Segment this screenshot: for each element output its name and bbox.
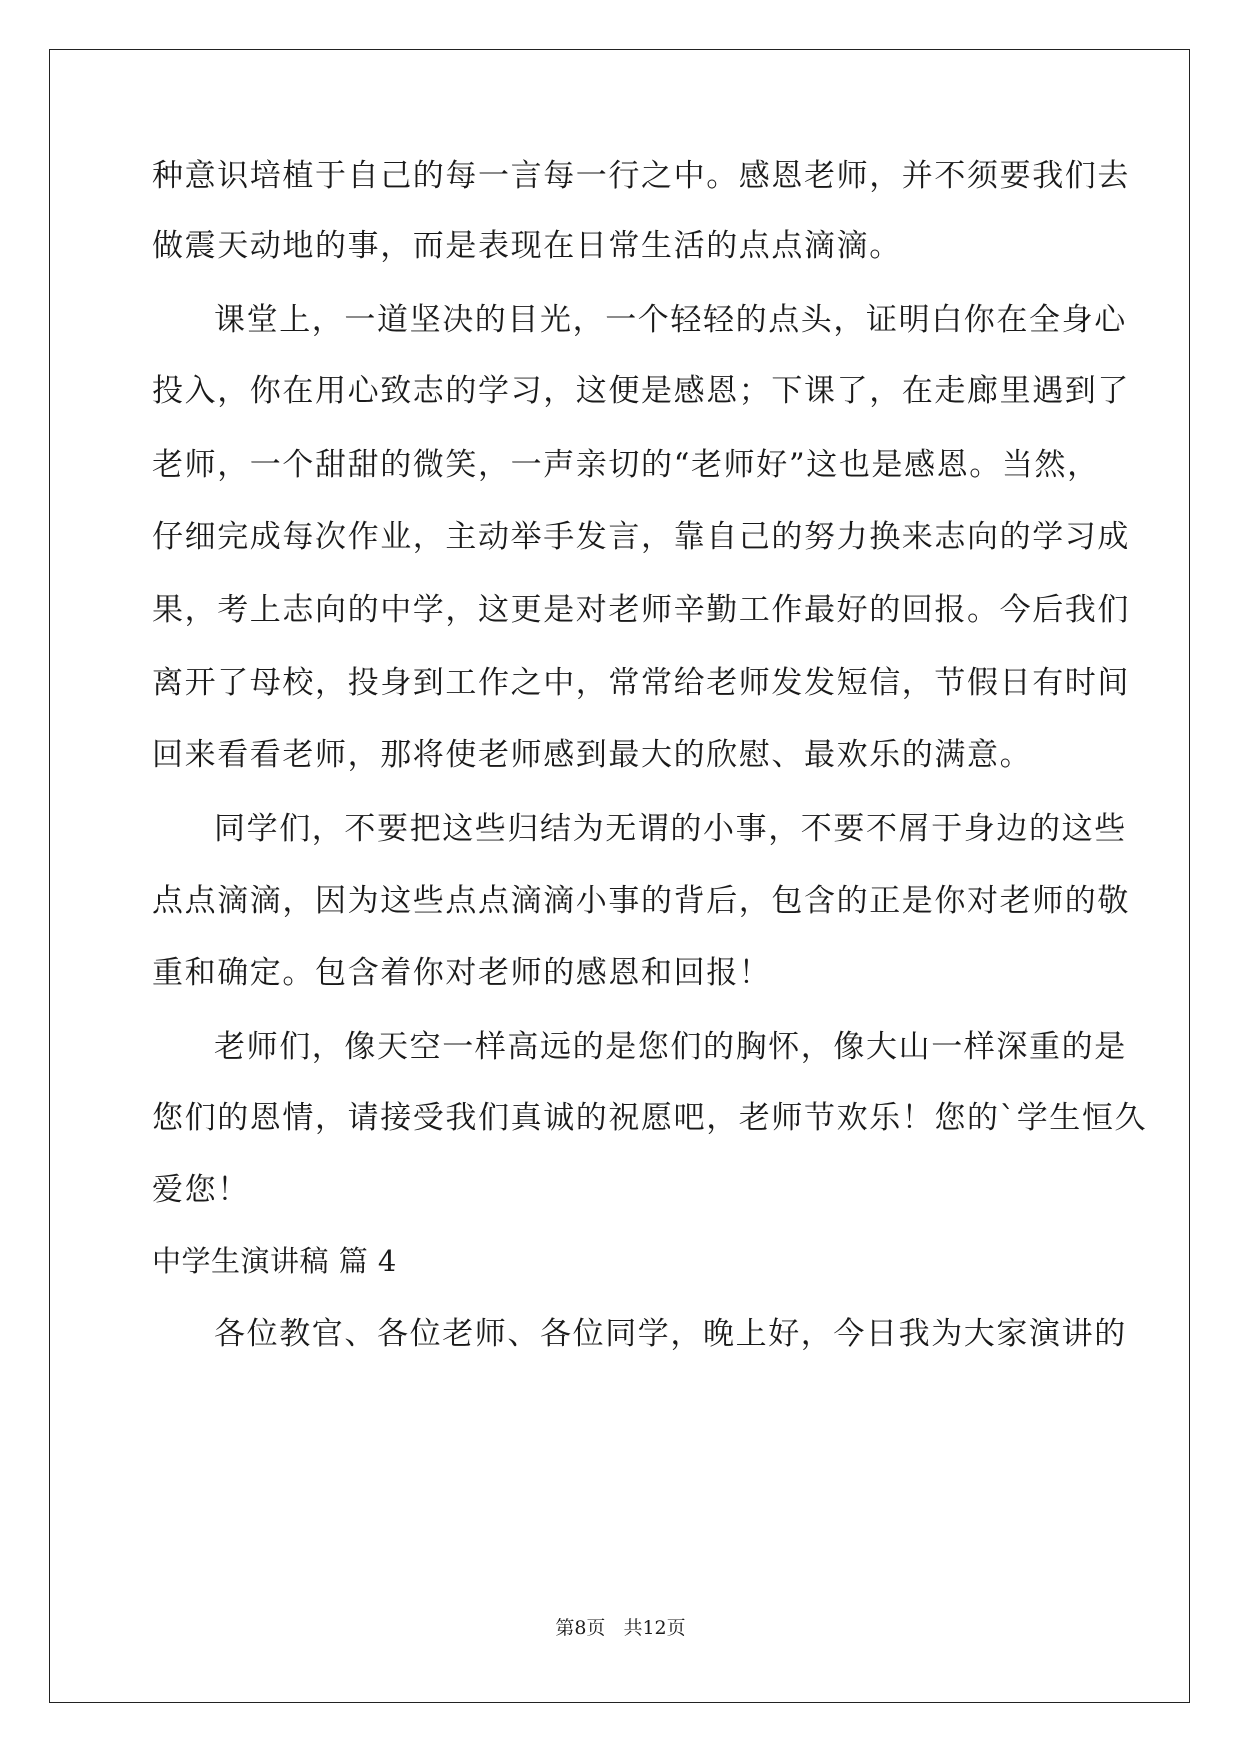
paragraph-start-line: 各位教官、各位老师、各位同学，晚上好，今日我为大家演讲的: [214, 1316, 1127, 1352]
text-line: 离开了母校，投身到工作之中，常常给老师发发短信，节假日有时间: [152, 665, 1130, 701]
paragraph-start-line: 老师们，像天空一样高远的是您们的胸怀，像大山一样深重的是: [214, 1029, 1127, 1065]
text-line: 点点滴滴，因为这些点点滴滴小事的背后，包含的正是你对老师的敬: [152, 883, 1130, 919]
text-line: 爱您！: [152, 1172, 250, 1208]
paragraph-start-line: 同学们，不要把这些归结为无谓的小事，不要不屑于身边的这些: [214, 811, 1127, 847]
text-line: 您们的恩情，请接受我们真诚的祝愿吧，老师节欢乐！您的`学生恒久: [152, 1100, 1148, 1136]
text-line: 投入，你在用心致志的学习，这便是感恩；下课了，在走廊里遇到了: [152, 373, 1130, 409]
text-line: 老师，一个甜甜的微笑，一声亲切的“老师好”这也是感恩。当然，: [152, 447, 1100, 483]
text-line: 回来看看老师，那将使老师感到最大的欣慰、最欢乐的满意。: [152, 737, 1033, 773]
paragraph-start-line: 课堂上，一道坚决的目光，一个轻轻的点头，证明白你在全身心: [214, 302, 1127, 338]
text-line: 种意识培植于自己的每一言每一行之中。感恩老师，并不须要我们去: [152, 158, 1130, 194]
text-line: 做震天动地的事，而是表现在日常生活的点点滴滴。: [152, 228, 902, 264]
page-number: 第8页: [555, 1617, 606, 1639]
section-heading: 中学生演讲稿 篇 4: [152, 1244, 397, 1278]
text-line: 果，考上志向的中学，这更是对老师辛勤工作最好的回报。今后我们: [152, 592, 1130, 628]
text-line: 重和确定。包含着你对老师的感恩和回报！: [152, 955, 772, 991]
page-footer: [0, 1616, 1241, 1640]
page-border: [49, 49, 1190, 1703]
text-line: 仔细完成每次作业，主动举手发言，靠自己的努力换来志向的学习成: [152, 519, 1130, 555]
page-total: 共12页: [623, 1617, 686, 1639]
